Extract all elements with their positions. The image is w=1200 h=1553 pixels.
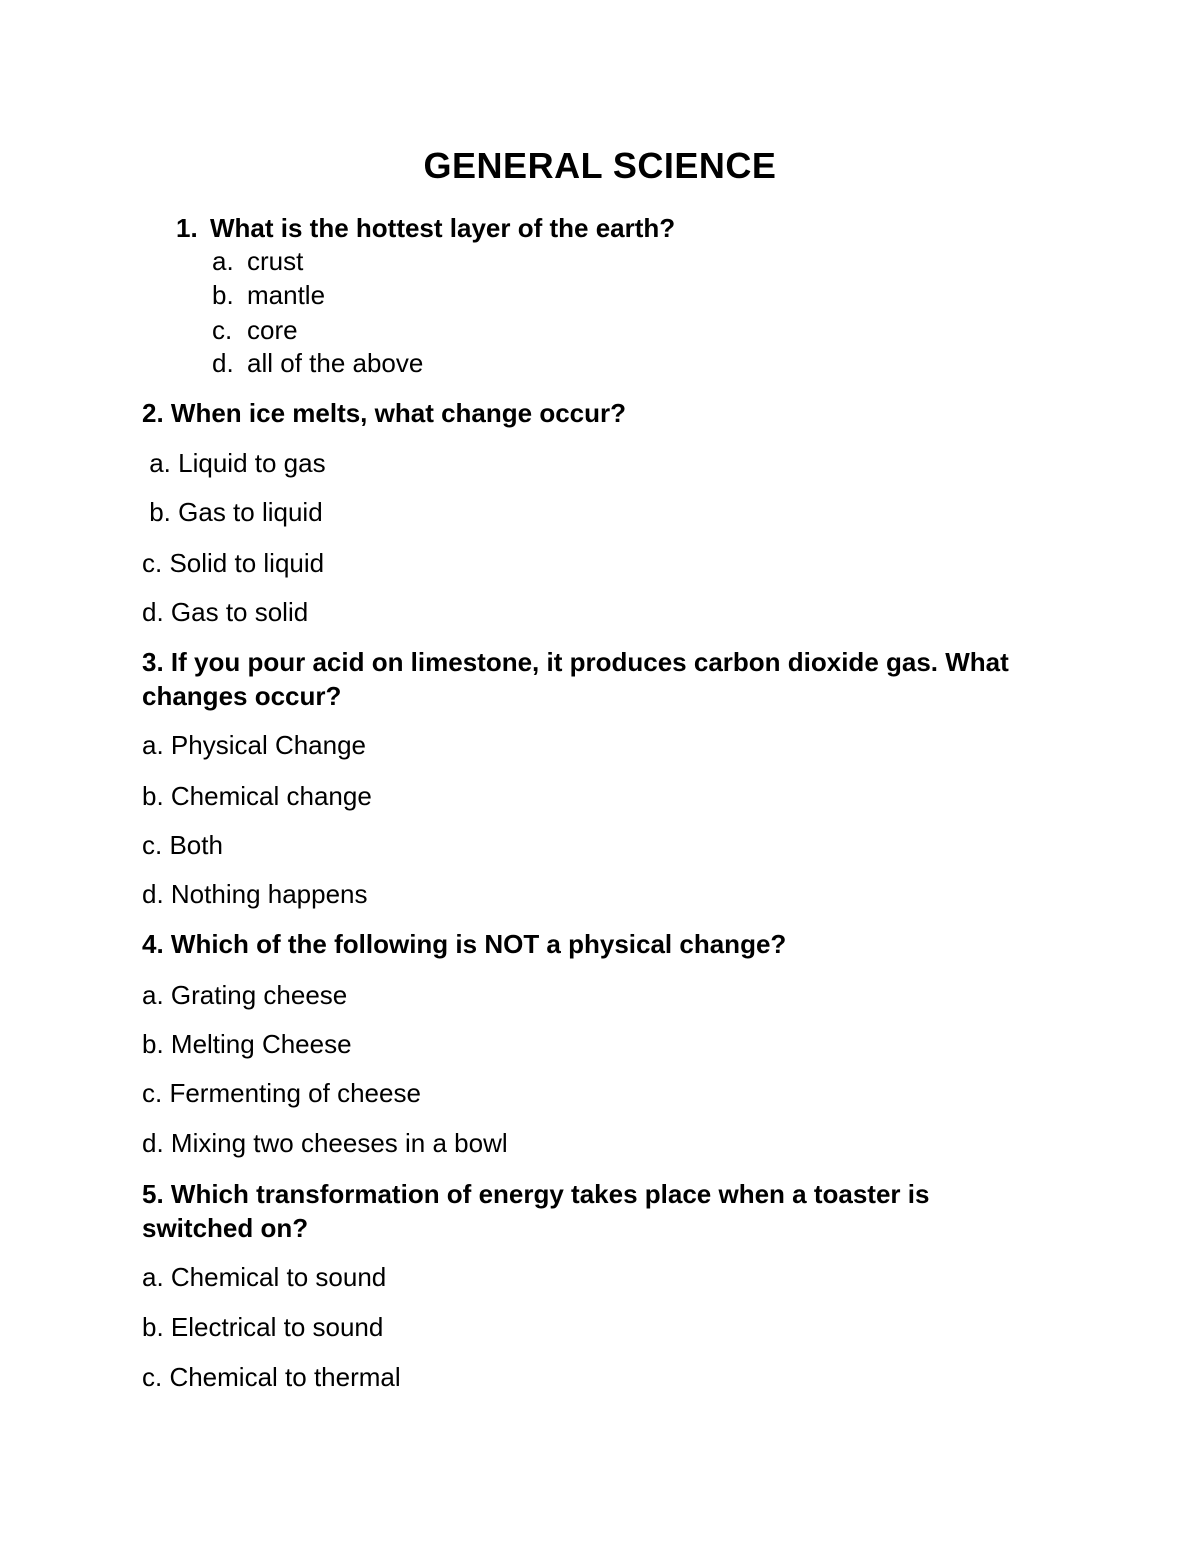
- question-3-option-b: b. Chemical change: [142, 781, 372, 811]
- question-2: 2. When ice melts, what change occur?: [142, 398, 627, 428]
- question-1-number: 1.: [176, 213, 198, 243]
- question-5-option-c: c. Chemical to thermal: [142, 1362, 401, 1392]
- question-1: [176, 211, 675, 245]
- option-text: all of the above: [247, 348, 424, 378]
- question-2-option-c: c. Solid to liquid: [142, 548, 325, 578]
- question-4-option-b: b. Melting Cheese: [142, 1029, 352, 1059]
- option-text: crust: [247, 246, 304, 276]
- question-2-option-a: a. Liquid to gas: [142, 448, 326, 478]
- option-letter: d.: [212, 348, 234, 378]
- option-text: core: [247, 315, 298, 345]
- question-4-option-a: a. Grating cheese: [142, 980, 348, 1010]
- option-letter: b.: [212, 280, 234, 310]
- question-4-option-d: d. Mixing two cheeses in a bowl: [142, 1128, 508, 1158]
- question-1-option-d: [212, 346, 423, 380]
- question-3-option-d: d. Nothing happens: [142, 879, 368, 909]
- question-2-option-d: d. Gas to solid: [142, 597, 309, 627]
- question-4: 4. Which of the following is NOT a physical change?: [142, 929, 787, 959]
- option-text: mantle: [247, 280, 326, 310]
- question-1-option-b: [212, 278, 325, 312]
- page-title: GENERAL SCIENCE: [423, 145, 777, 186]
- question-2-option-b: b. Gas to liquid: [142, 497, 323, 527]
- option-letter: c.: [212, 315, 233, 345]
- question-5-option-a: a. Chemical to sound: [142, 1262, 387, 1292]
- question-4-option-c: c. Fermenting of cheese: [142, 1078, 421, 1108]
- question-3: 3. If you pour acid on limestone, it produces carbon dioxide gas. What changes occur?: [142, 647, 1009, 711]
- question-1-option-a: [212, 244, 303, 278]
- question-1-text: What is the hottest layer of the earth?: [210, 213, 676, 243]
- question-1-option-c: [212, 313, 298, 347]
- question-5-option-b: b. Electrical to sound: [142, 1312, 384, 1342]
- question-3-option-a: a. Physical Change: [142, 730, 367, 760]
- question-5: 5. Which transformation of energy takes place when a toaster is switched on?: [142, 1179, 930, 1243]
- option-letter: a.: [212, 246, 234, 276]
- question-3-option-c: c. Both: [142, 830, 223, 860]
